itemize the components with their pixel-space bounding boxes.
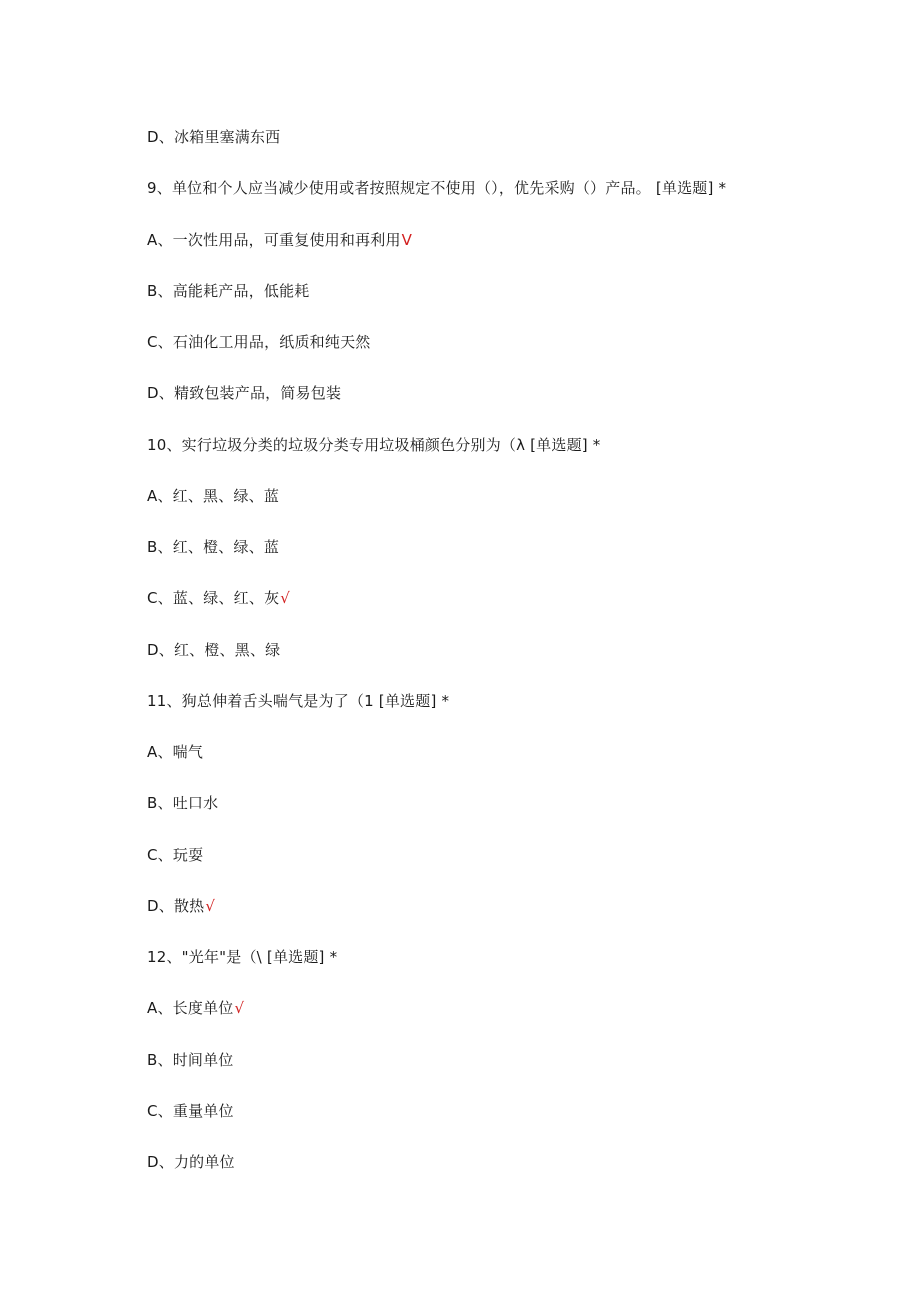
option-line (147, 588, 290, 608)
check-mark: √ (234, 999, 245, 1017)
line-text: A、喘气 (147, 743, 204, 761)
line-text: A、长度单位 (147, 999, 234, 1017)
line-text: A、红、黑、绿、蓝 (147, 487, 280, 505)
question-line (147, 691, 450, 711)
line-text: D、力的单位 (147, 1153, 235, 1171)
line-text: C、重量单位 (147, 1102, 234, 1120)
line-text: D、冰箱里塞满东西 (147, 128, 281, 146)
line-text: C、玩耍 (147, 846, 204, 864)
line-text: 11、狗总伸着舌头喘气是为了（1 [单选题] * (147, 692, 450, 710)
option-line (147, 230, 412, 250)
line-text: D、散热 (147, 897, 205, 915)
check-mark: √ (205, 897, 216, 915)
option-line (147, 793, 219, 813)
line-text: D、精致包装产品，简易包装 (147, 384, 342, 402)
line-text: 10、实行垃圾分类的垃圾分类专用垃圾桶颜色分别为（λ [单选题] * (147, 436, 601, 454)
line-text: C、石油化工用品，纸质和纯天然 (147, 333, 371, 351)
option-line (147, 1152, 236, 1172)
option-line (147, 742, 204, 762)
check-mark: V (401, 231, 413, 249)
option-line (147, 486, 280, 506)
line-text: 9、单位和个人应当减少使用或者按照规定不使用（），优先采购（）产品。 [单选题] * (147, 179, 727, 197)
option-line (147, 640, 281, 660)
option-line (147, 537, 280, 557)
question-line (147, 178, 727, 198)
question-line (147, 947, 338, 967)
option-line (147, 1050, 235, 1070)
option-line (147, 845, 204, 865)
question-line (147, 435, 602, 455)
line-text: 12、"光年"是（\ [单选题] * (147, 948, 338, 966)
line-text: D、红、橙、黑、绿 (147, 641, 281, 659)
option-line (147, 896, 215, 916)
option-line (147, 1101, 235, 1121)
line-text: A、一次性用品，可重复使用和再利用 (147, 231, 401, 249)
option-line (147, 998, 244, 1018)
option-line (147, 383, 342, 403)
option-line (147, 127, 281, 147)
line-text: B、吐口水 (147, 794, 219, 812)
option-line (147, 281, 311, 301)
line-text: B、高能耗产品，低能耗 (147, 282, 310, 300)
check-mark: √ (280, 589, 291, 607)
line-text: C、蓝、绿、红、灰 (147, 589, 280, 607)
line-text: B、时间单位 (147, 1051, 234, 1069)
line-text: B、红、橙、绿、蓝 (147, 538, 280, 556)
option-line (147, 332, 371, 352)
